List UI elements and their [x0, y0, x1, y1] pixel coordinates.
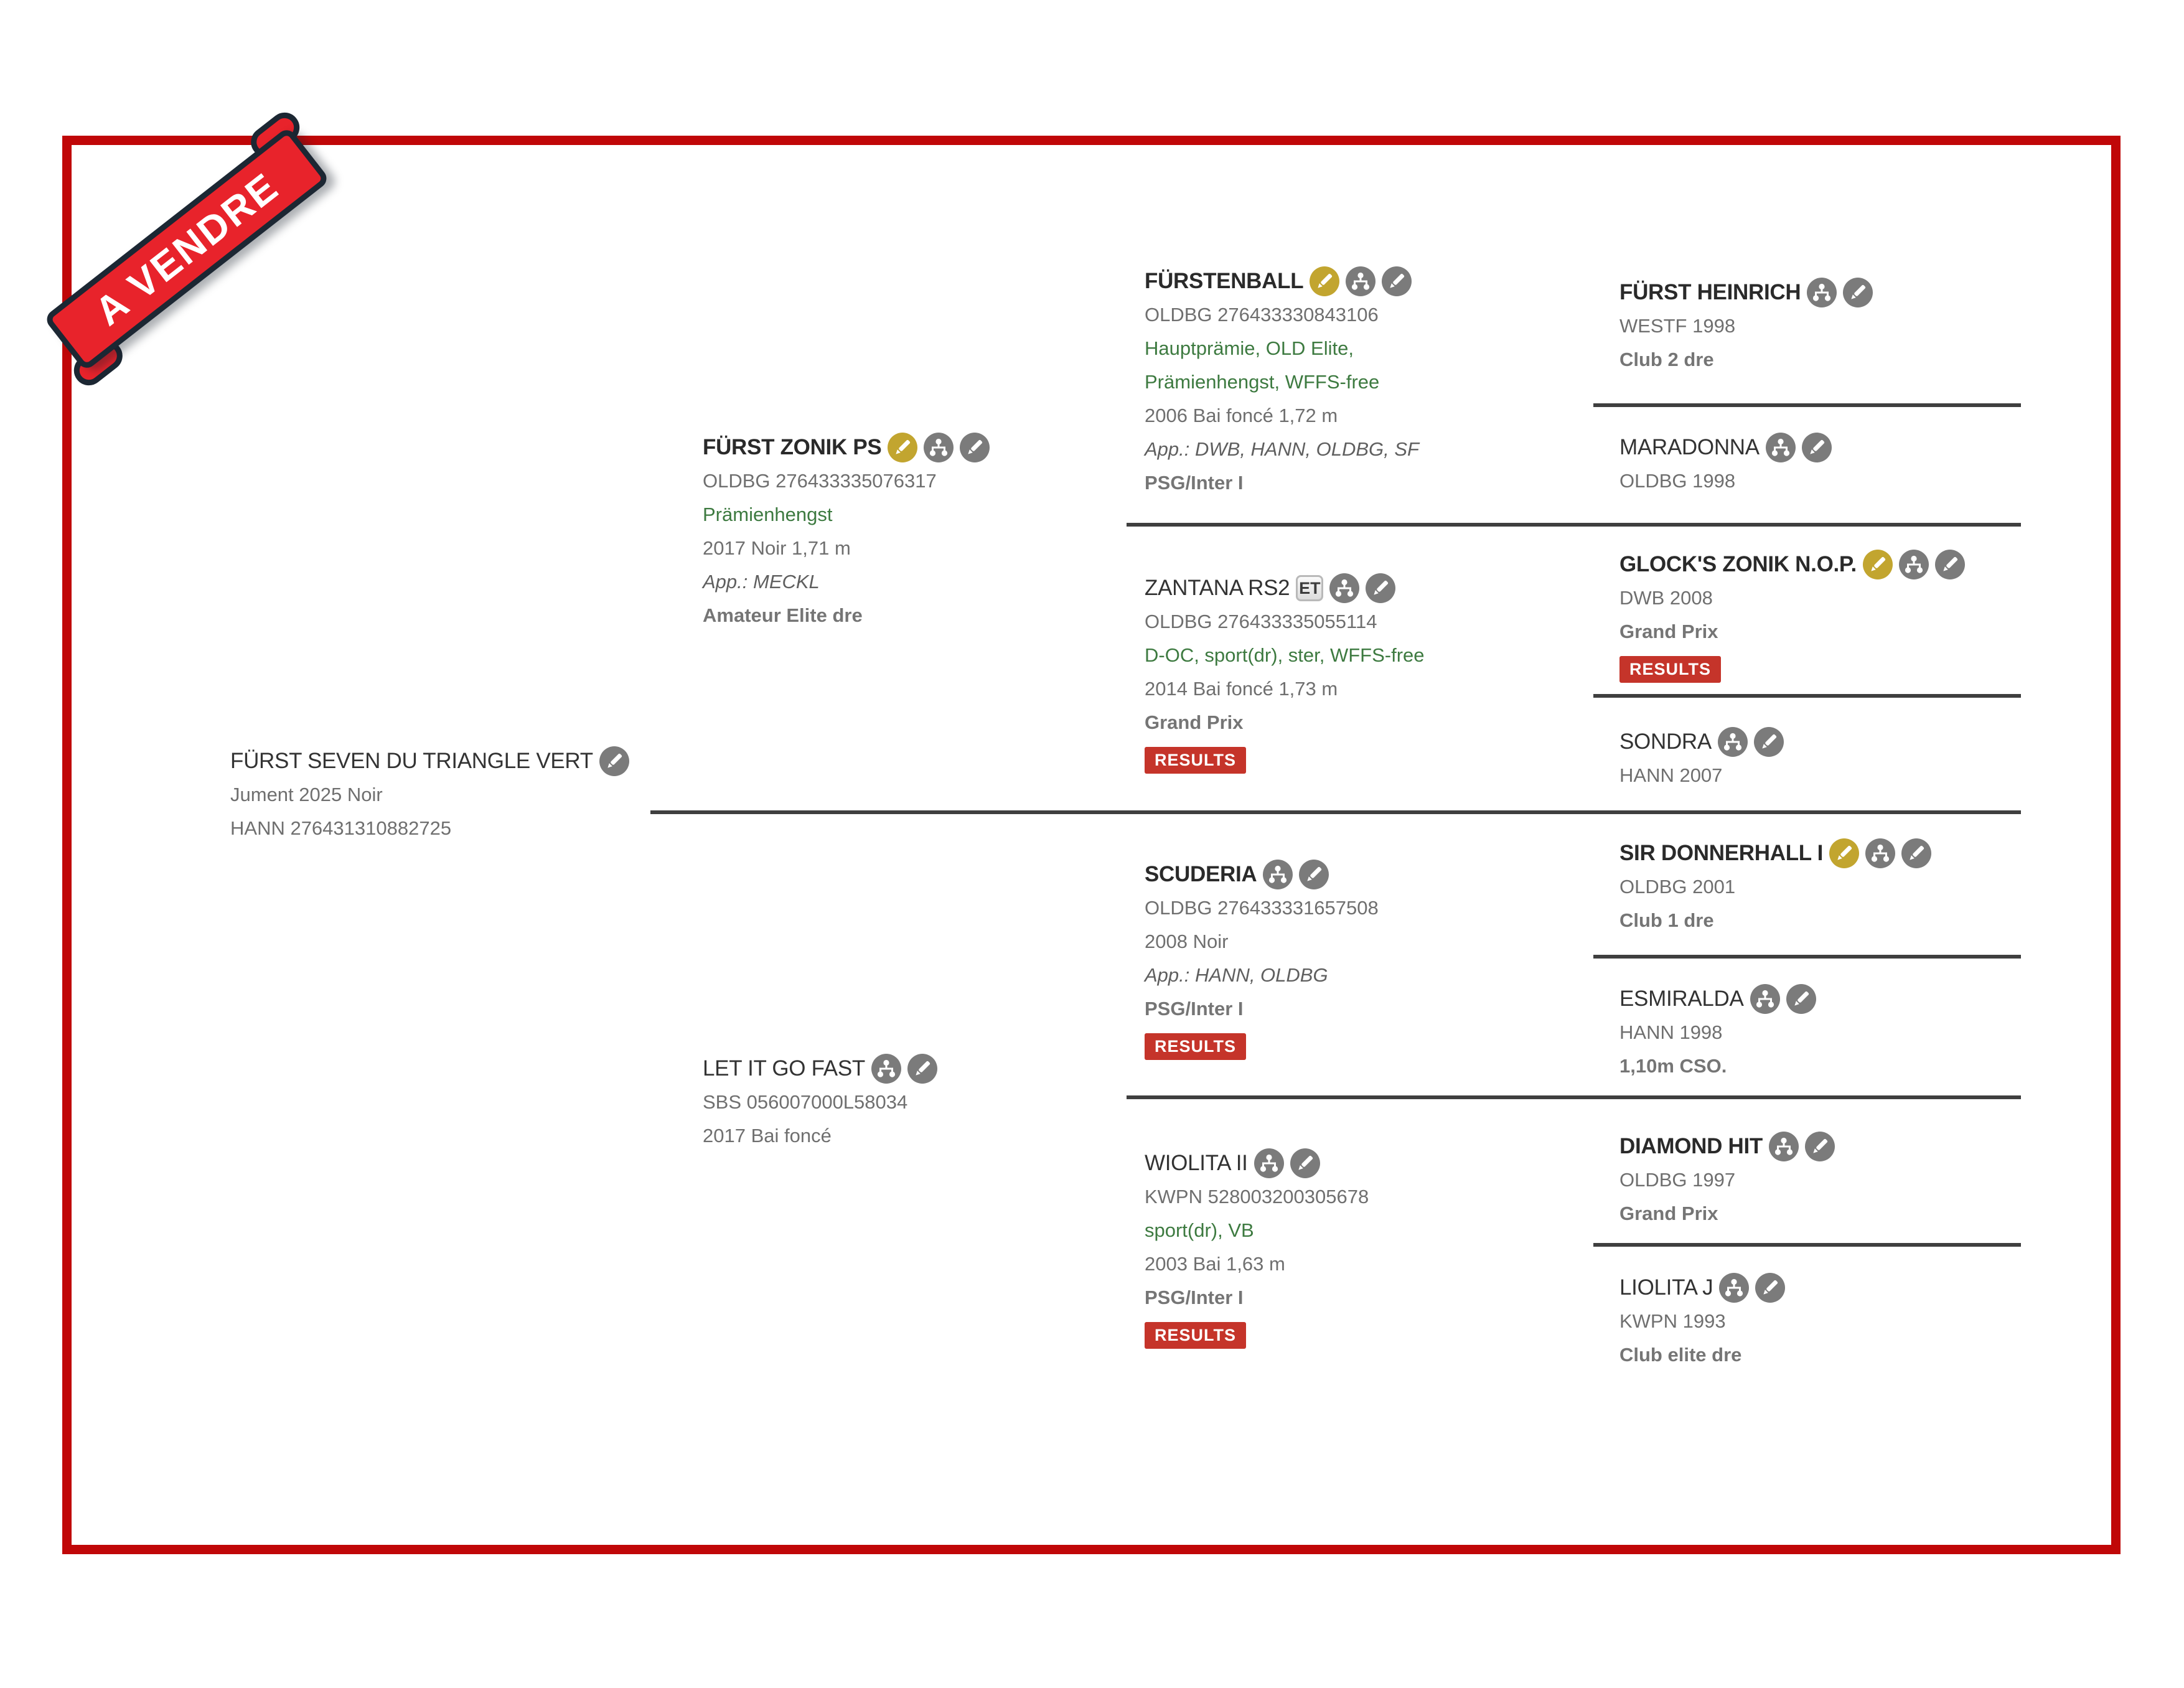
- horse-name-row: [1619, 1271, 1785, 1305]
- horse-detail-line: KWPN 528003200305678: [1145, 1186, 1369, 1207]
- horse-detail-line: 2014 Bai foncé 1,73 m: [1145, 678, 1338, 700]
- horse-name-row: [1619, 276, 1873, 309]
- horse-detail-line: OLDBG 2001: [1619, 876, 1736, 898]
- horse-name[interactable]: SIR DONNERHALL I: [1619, 841, 1824, 865]
- horse-detail-line: OLDBG 276433331657508: [1145, 897, 1379, 919]
- horse-detail-line: SBS 056007000L58034: [703, 1091, 908, 1113]
- pencil-icon[interactable]: [1805, 1132, 1835, 1161]
- horse-detail-line: App.: MECKL: [703, 571, 820, 593]
- family-tree-icon[interactable]: [1807, 278, 1837, 307]
- horse-name-row: [1619, 548, 1965, 581]
- pencil-icon[interactable]: [1290, 1148, 1320, 1178]
- horse-name-row: [230, 744, 629, 778]
- horse-detail-line: Hauptprämie, OLD Elite,: [1145, 337, 1354, 359]
- horse-detail-line: Jument 2025 Noir: [230, 784, 383, 805]
- family-tree-icon[interactable]: [1769, 1132, 1799, 1161]
- horse-card-dd: [1145, 1146, 1369, 1349]
- family-tree-icon[interactable]: [1346, 266, 1376, 296]
- family-tree-icon[interactable]: [1865, 838, 1895, 868]
- horse-detail-line: Club 2 dre: [1619, 349, 1714, 370]
- results-button[interactable]: RESULTS: [1619, 656, 1721, 683]
- horse-detail-line: HANN 2007: [1619, 764, 1723, 786]
- pencil-yellow-icon[interactable]: [1829, 838, 1859, 868]
- horse-name[interactable]: DIAMOND HIT: [1619, 1134, 1763, 1158]
- horse-detail-line: App.: DWB, HANN, OLDBG, SF: [1145, 438, 1419, 460]
- family-tree-icon[interactable]: [1263, 860, 1293, 889]
- generation-divider: [1593, 1243, 2021, 1247]
- horse-name[interactable]: GLOCK'S ZONIK N.O.P.: [1619, 552, 1857, 576]
- horse-name[interactable]: MARADONNA: [1619, 435, 1760, 459]
- pencil-yellow-icon[interactable]: [888, 433, 917, 462]
- pencil-icon[interactable]: [1754, 727, 1784, 757]
- horse-detail-line: Club 1 dre: [1619, 909, 1714, 931]
- horse-name[interactable]: FÜRST ZONIK PS: [703, 435, 882, 459]
- horse-name[interactable]: LET IT GO FAST: [703, 1056, 865, 1081]
- horse-detail-line: Prämienhengst, WFFS-free: [1145, 371, 1380, 393]
- horse-name-row: [1619, 982, 1816, 1016]
- generation-divider: [1593, 694, 2021, 698]
- horse-name-row: [1145, 858, 1379, 891]
- results-button[interactable]: RESULTS: [1145, 1033, 1246, 1060]
- horse-card-dsd: [1619, 982, 1816, 1083]
- horse-detail-line: OLDBG 276433335076317: [703, 470, 937, 492]
- horse-detail-line: OLDBG 276433330843106: [1145, 304, 1379, 326]
- horse-name-row: [1145, 1146, 1369, 1180]
- horse-card-subject: [230, 744, 629, 845]
- family-tree-icon[interactable]: [1899, 550, 1929, 579]
- horse-card-dds: [1619, 1130, 1835, 1231]
- stamp-label: A VENDRE: [87, 164, 287, 334]
- horse-name[interactable]: LIOLITA J: [1619, 1275, 1713, 1300]
- horse-card-sdd: [1619, 725, 1784, 792]
- family-tree-icon[interactable]: [1766, 433, 1796, 462]
- pencil-yellow-icon[interactable]: [1310, 266, 1339, 296]
- pencil-icon[interactable]: [1843, 278, 1873, 307]
- horse-detail-line: Grand Prix: [1619, 621, 1718, 642]
- horse-detail-line: Amateur Elite dre: [703, 604, 863, 626]
- pencil-icon[interactable]: [1786, 984, 1816, 1014]
- results-button[interactable]: RESULTS: [1145, 747, 1246, 774]
- horse-card-ddd: [1619, 1271, 1785, 1372]
- horse-name-row: [1145, 265, 1419, 298]
- horse-detail-line: PSG/Inter I: [1145, 998, 1244, 1020]
- horse-detail-line: OLDBG 276433335055114: [1145, 611, 1377, 632]
- horse-detail-line: 2008 Noir: [1145, 931, 1229, 952]
- horse-card-ss: [1145, 265, 1419, 500]
- horse-card-ds: [1145, 858, 1379, 1060]
- horse-card-dss: [1619, 837, 1931, 937]
- horse-detail-line: Grand Prix: [1145, 711, 1244, 733]
- pencil-icon[interactable]: [1755, 1273, 1785, 1303]
- generation-divider: [1127, 523, 2021, 527]
- pencil-icon[interactable]: [1901, 838, 1931, 868]
- horse-name-row: [1619, 725, 1784, 759]
- horse-card-sds: [1619, 548, 1965, 683]
- horse-name-row: [703, 431, 990, 464]
- horse-detail-line: App.: HANN, OLDBG: [1145, 964, 1328, 986]
- generation-divider: [650, 810, 2021, 814]
- horse-detail-line: PSG/Inter I: [1145, 1287, 1244, 1308]
- horse-name-row: [1619, 837, 1931, 870]
- family-tree-icon[interactable]: [1329, 573, 1359, 603]
- horse-detail-line: PSG/Inter I: [1145, 472, 1244, 494]
- family-tree-icon[interactable]: [871, 1054, 901, 1084]
- pencil-icon[interactable]: [599, 746, 629, 776]
- horse-detail-line: Grand Prix: [1619, 1203, 1718, 1224]
- family-tree-icon[interactable]: [1254, 1148, 1284, 1178]
- pencil-icon[interactable]: [1382, 266, 1412, 296]
- horse-detail-line: HANN 276431310882725: [230, 817, 452, 839]
- family-tree-icon[interactable]: [1719, 1273, 1749, 1303]
- family-tree-icon[interactable]: [1718, 727, 1748, 757]
- horse-detail-line: KWPN 1993: [1619, 1310, 1726, 1332]
- horse-name-row: [1145, 571, 1425, 605]
- pencil-icon[interactable]: [907, 1054, 937, 1084]
- horse-name[interactable]: WIOLITA II: [1145, 1151, 1248, 1175]
- horse-card-sd: [1145, 571, 1425, 774]
- generation-divider: [1593, 955, 2021, 959]
- pencil-icon[interactable]: [960, 433, 990, 462]
- horse-detail-line: DWB 2008: [1619, 587, 1713, 609]
- horse-detail-line: sport(dr), VB: [1145, 1219, 1254, 1241]
- horse-detail-line: OLDBG 1998: [1619, 470, 1736, 492]
- horse-detail-line: 2003 Bai 1,63 m: [1145, 1253, 1285, 1275]
- horse-detail-line: 1,10m CSO.: [1619, 1055, 1727, 1077]
- generation-divider: [1593, 403, 2021, 407]
- horse-card-sss: [1619, 276, 1873, 377]
- horse-card-ssd: [1619, 431, 1832, 498]
- horse-detail-line: 2006 Bai foncé 1,72 m: [1145, 405, 1338, 426]
- horse-name-row: [1619, 1130, 1835, 1163]
- horse-detail-line: HANN 1998: [1619, 1021, 1723, 1043]
- pencil-yellow-icon[interactable]: [1863, 550, 1893, 579]
- horse-name[interactable]: ZANTANA RS2: [1145, 576, 1290, 600]
- horse-detail-line: WESTF 1998: [1619, 315, 1736, 337]
- horse-name-row: [703, 1052, 937, 1085]
- horse-detail-line: 2017 Noir 1,71 m: [703, 537, 851, 559]
- horse-detail-line: 2017 Bai foncé: [703, 1125, 832, 1146]
- horse-name[interactable]: SONDRA: [1619, 729, 1712, 754]
- horse-detail-line: Prämienhengst: [703, 504, 833, 525]
- horse-name[interactable]: SCUDERIA: [1145, 862, 1257, 886]
- horse-detail-line: D-OC, sport(dr), ster, WFFS-free: [1145, 644, 1425, 666]
- family-tree-icon[interactable]: [924, 433, 954, 462]
- pencil-icon[interactable]: [1802, 433, 1832, 462]
- pencil-icon[interactable]: [1366, 573, 1395, 603]
- horse-name-row: [1619, 431, 1832, 464]
- horse-name[interactable]: FÜRST SEVEN DU TRIANGLE VERT: [230, 749, 593, 773]
- horse-name[interactable]: FÜRSTENBALL: [1145, 269, 1304, 293]
- results-button[interactable]: RESULTS: [1145, 1322, 1246, 1349]
- pencil-icon[interactable]: [1935, 550, 1965, 579]
- horse-name[interactable]: ESMIRALDA: [1619, 987, 1744, 1011]
- horse-detail-line: OLDBG 1997: [1619, 1169, 1736, 1191]
- pencil-icon[interactable]: [1299, 860, 1329, 889]
- horse-card-sire: [703, 431, 990, 632]
- generation-divider: [1127, 1095, 2021, 1099]
- family-tree-icon[interactable]: [1750, 984, 1780, 1014]
- horse-card-dam: [703, 1052, 937, 1153]
- et-badge: ET: [1296, 575, 1323, 601]
- horse-detail-line: Club elite dre: [1619, 1344, 1742, 1366]
- horse-name[interactable]: FÜRST HEINRICH: [1619, 280, 1801, 304]
